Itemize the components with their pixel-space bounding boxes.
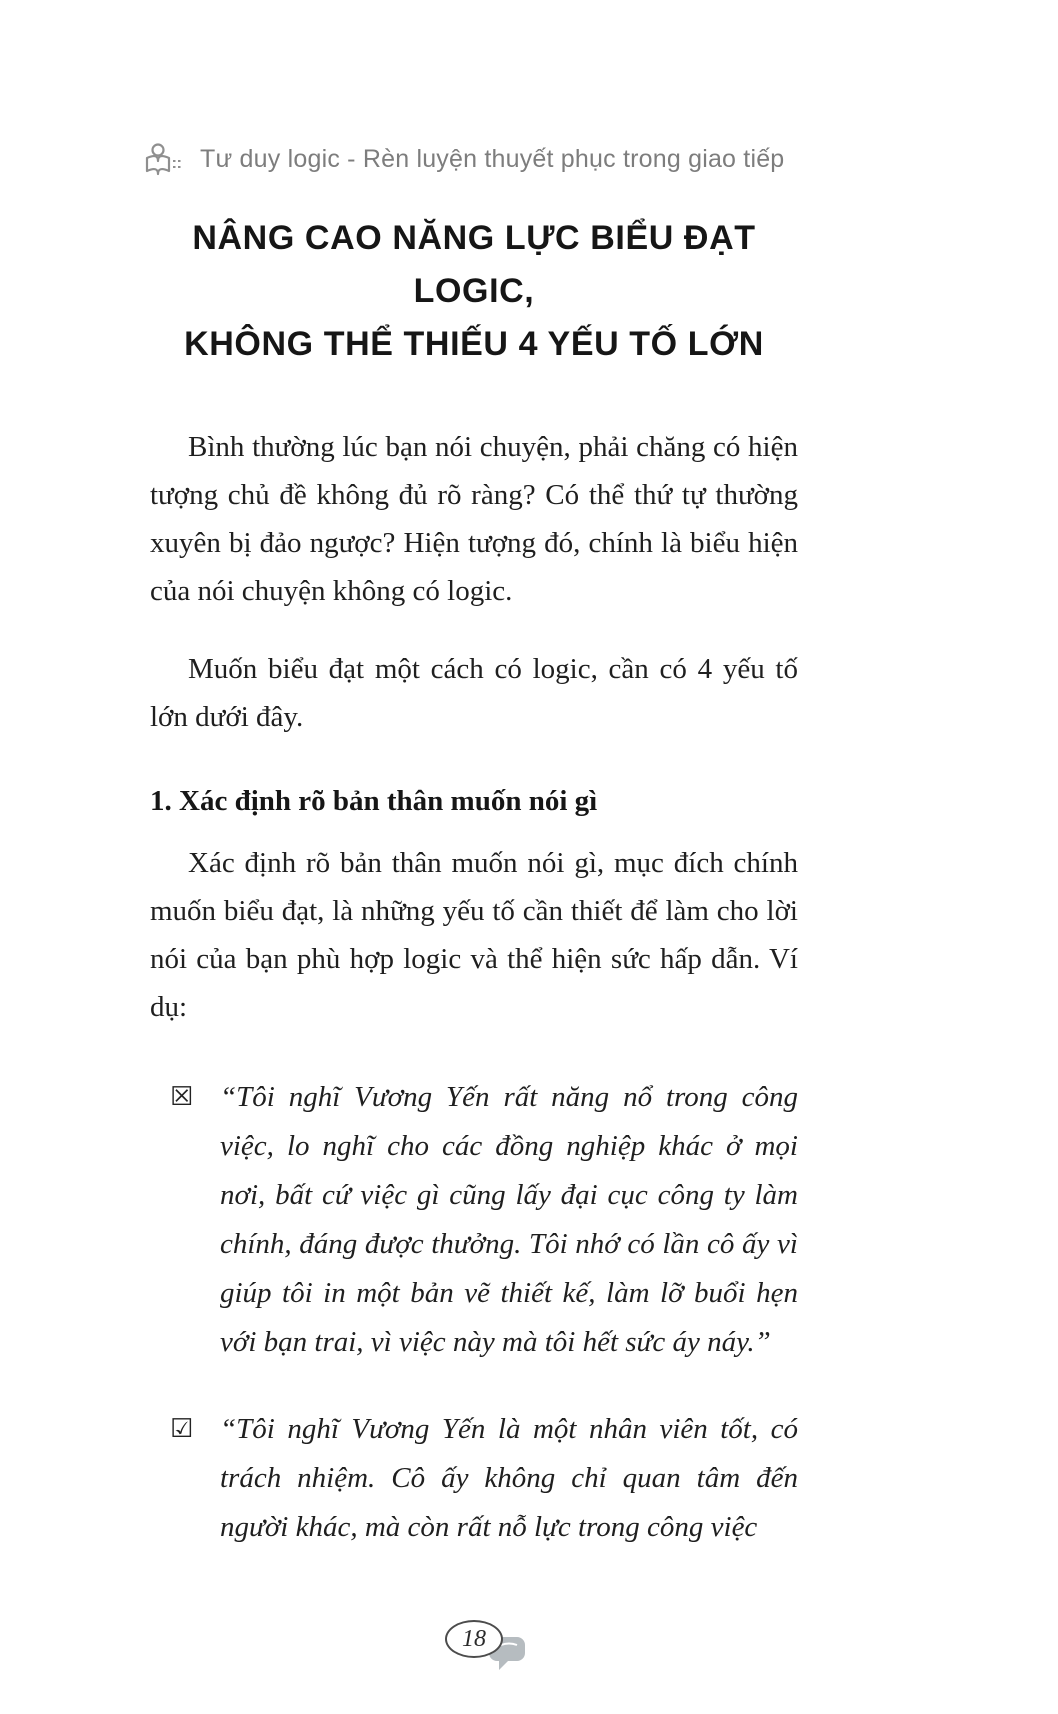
- chapter-title-line1: NÂNG CAO NĂNG LỰC BIỂU ĐẠT LOGIC,: [192, 219, 756, 310]
- running-head: [142, 140, 798, 178]
- reader-book-icon: [142, 140, 186, 178]
- example-good: [150, 1405, 798, 1552]
- book-title: Tư duy logic - Rèn luyện thuyết phục trong giao tiếp: [200, 144, 785, 173]
- crossed-checkbox-icon: ☒: [170, 1082, 194, 1112]
- example-bad-text: “Tôi nghĩ Vương Yến rất năng nổ trong công việc, lo nghĩ cho các đồng nghiệp khác ở mọi nơi, bất cứ việc gì cũng lấy đại cục công ty làm chính, đáng được thưởng. Tôi nhớ có lần cô ấy vì giúp tôi in một bản vẽ thiết kế, làm lỡ buổi hẹn với bạn trai, vì việc này mà tôi hết sức áy náy.”: [220, 1081, 798, 1358]
- paragraph-section1: Xác định rõ bản thân muốn nói gì, mục đích chính muốn biểu đạt, là những yếu tố cần thiết để làm cho lời nói của bạn phù hợp logic và thể hiện sức hấp dẫn. Ví dụ:: [150, 847, 798, 1023]
- example-bad: [150, 1073, 798, 1367]
- section-heading-1: 1. Xác định rõ bản thân muốn nói gì: [150, 785, 598, 817]
- paragraph-lead-in: Muốn biểu đạt một cách có logic, cần có 4 yếu tố lớn dưới đây.: [150, 653, 798, 733]
- checked-checkbox-icon: ☑: [170, 1414, 194, 1444]
- page-number: 18: [445, 1620, 503, 1658]
- paragraph-intro: Bình thường lúc bạn nói chuyện, phải chăng có hiện tượng chủ đề không đủ rõ ràng? Có thể thứ tự thường xuyên bị đảo ngược? Hiện tượng đó, chính là biểu hiện của nói chuyện không có logic.: [150, 431, 798, 607]
- page-footer: [150, 1620, 798, 1658]
- page-number-badge: [445, 1620, 503, 1658]
- chapter-title: [150, 212, 798, 371]
- example-good-text: “Tôi nghĩ Vương Yến là một nhân viên tốt, có trách nhiệm. Cô ấy không chỉ quan tâm đến người khác, mà còn rất nỗ lực trong công việc: [220, 1413, 798, 1543]
- chapter-title-line2: KHÔNG THỂ THIẾU 4 YẾU TỐ LỚN: [184, 325, 764, 363]
